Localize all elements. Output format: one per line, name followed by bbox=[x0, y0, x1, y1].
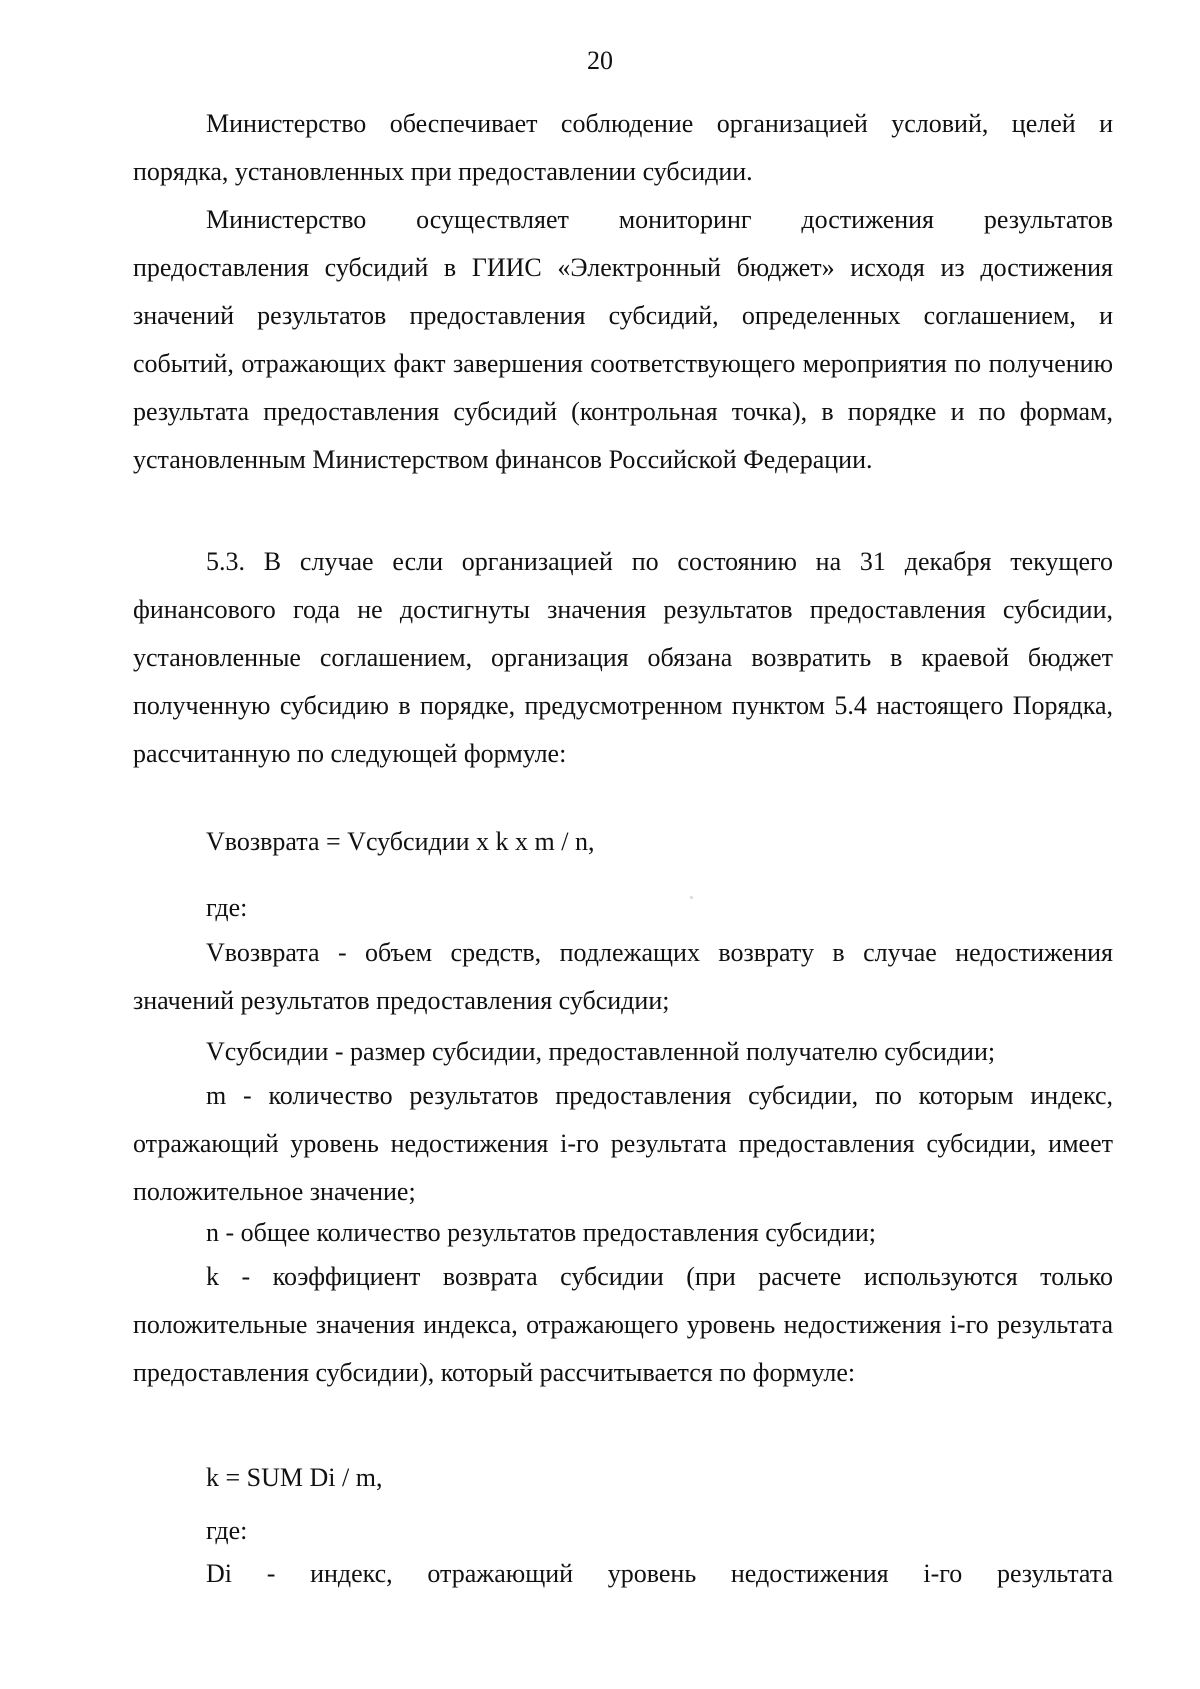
scan-mark bbox=[690, 896, 693, 899]
definition-m: m - количество результатов предоставления субсидии, по которым индекс, отражающий уровень недостижения i-го результата предоставления субсидии, имеет положительное значение; bbox=[133, 1081, 1113, 1206]
coefficient-formula: k = SUM Di / m, bbox=[206, 1463, 383, 1492]
definition-v-subsidy: Vсубсидии - размер субсидии, предоставленной получателю субсидии; bbox=[206, 1037, 996, 1066]
definition-v-return: Vвозврата - объем средств, подлежащих возврату в случае недостижения значений результатов предоставления субсидии; bbox=[133, 938, 1113, 1015]
definition-n: n - общее количество результатов предоставления субсидии; bbox=[206, 1218, 877, 1247]
return-volume-formula: Vвозврата = Vсубсидии x k x m / n, bbox=[206, 827, 595, 856]
page-number: 20 bbox=[587, 46, 613, 75]
where-label-2: где: bbox=[206, 1516, 248, 1545]
paragraph-5-3: 5.3. В случае если организацией по состоянию на 31 декабря текущего финансового года не достигнуты значения результатов предоставления субсидии, установленные соглашением, организация обязана возвратить в краевой бюджет полученную субсидию в порядке, предусмотренном пунктом 5.4 настоящего Порядка, рассчитанную по следующей формуле: bbox=[133, 547, 1113, 768]
definition-di: Di - индекс, отражающий уровень недостижения i-го результата bbox=[206, 1559, 1113, 1588]
paragraph-ministry-monitoring: Министерство осуществляет мониторинг достижения результатов предоставления субсидий в ГИИС «Электронный бюджет» исходя из достижения значений результатов предоставления субсидий, определенных соглашением, и событий, отражающих факт завершения соответствующего мероприятия по получению результата предоставления субсидий (контрольная точка), в порядке и по формам, установленным Министерством финансов Российской Федерации. bbox=[133, 205, 1113, 474]
definition-k: k - коэффициент возврата субсидии (при расчете используются только положительные значения индекса, отражающего уровень недостижения i-го результата предоставления субсидии), который рассчитывается по формуле: bbox=[133, 1262, 1113, 1387]
where-label-1: где: bbox=[206, 893, 248, 922]
paragraph-ministry-compliance: Министерство обеспечивает соблюдение организацией условий, целей и порядка, установленных при предоставлении субсидии. bbox=[133, 109, 1113, 186]
